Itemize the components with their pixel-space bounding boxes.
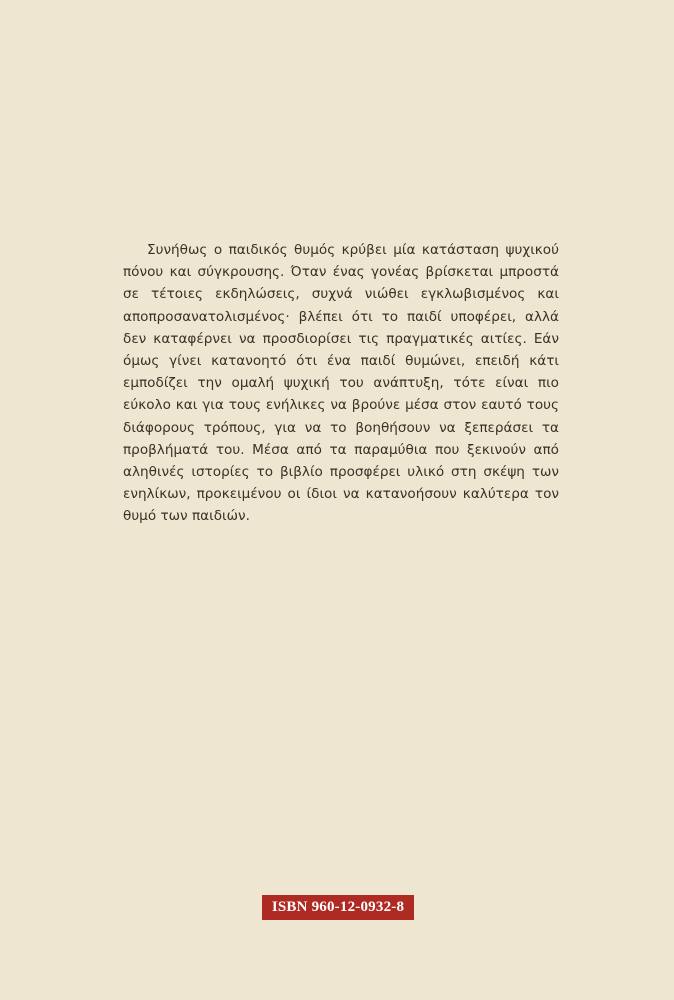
isbn-label: ISBN 960-12-0932-8	[262, 895, 414, 920]
back-cover-blurb: Συνήθως ο παιδικός θυμός κρύβει μία κατάσταση ψυχικού πόνου και σύγκρουσης. Όταν ένας γονέας βρίσκεται μπροστά σε τέτοιες εκδηλώσεις, συχνά νιώθει εγκλωβισμένος και αποπροσανατολισμένος· βλέπει ότι το παιδί υποφέρει, αλλά δεν καταφέρνει να προσδιορίσει τις πραγματικές αιτίες. Εάν όμως γίνει κατανοητό ότι ένα παιδί θυμώνει, επειδή κάτι εμποδίζει την ομαλή ψυχική του ανάπτυξη, τότε είναι πιο εύκολο και για τους ενήλικες να βρούνε μέσα στον εαυτό τους διάφορους τρόπους, για να το βοηθήσουν να ξεπεράσει τα προβλήματά του. Μέσα από τα παραμύθια που ξεκινούν από αληθινές ιστορίες το βιβλίο προσφέρει υλικό στη σκέψη των ενηλίκων, προκειμένου οι ίδιοι να κατανοήσουν καλύτερα τον θυμό των παιδιών.	[123, 242, 559, 525]
